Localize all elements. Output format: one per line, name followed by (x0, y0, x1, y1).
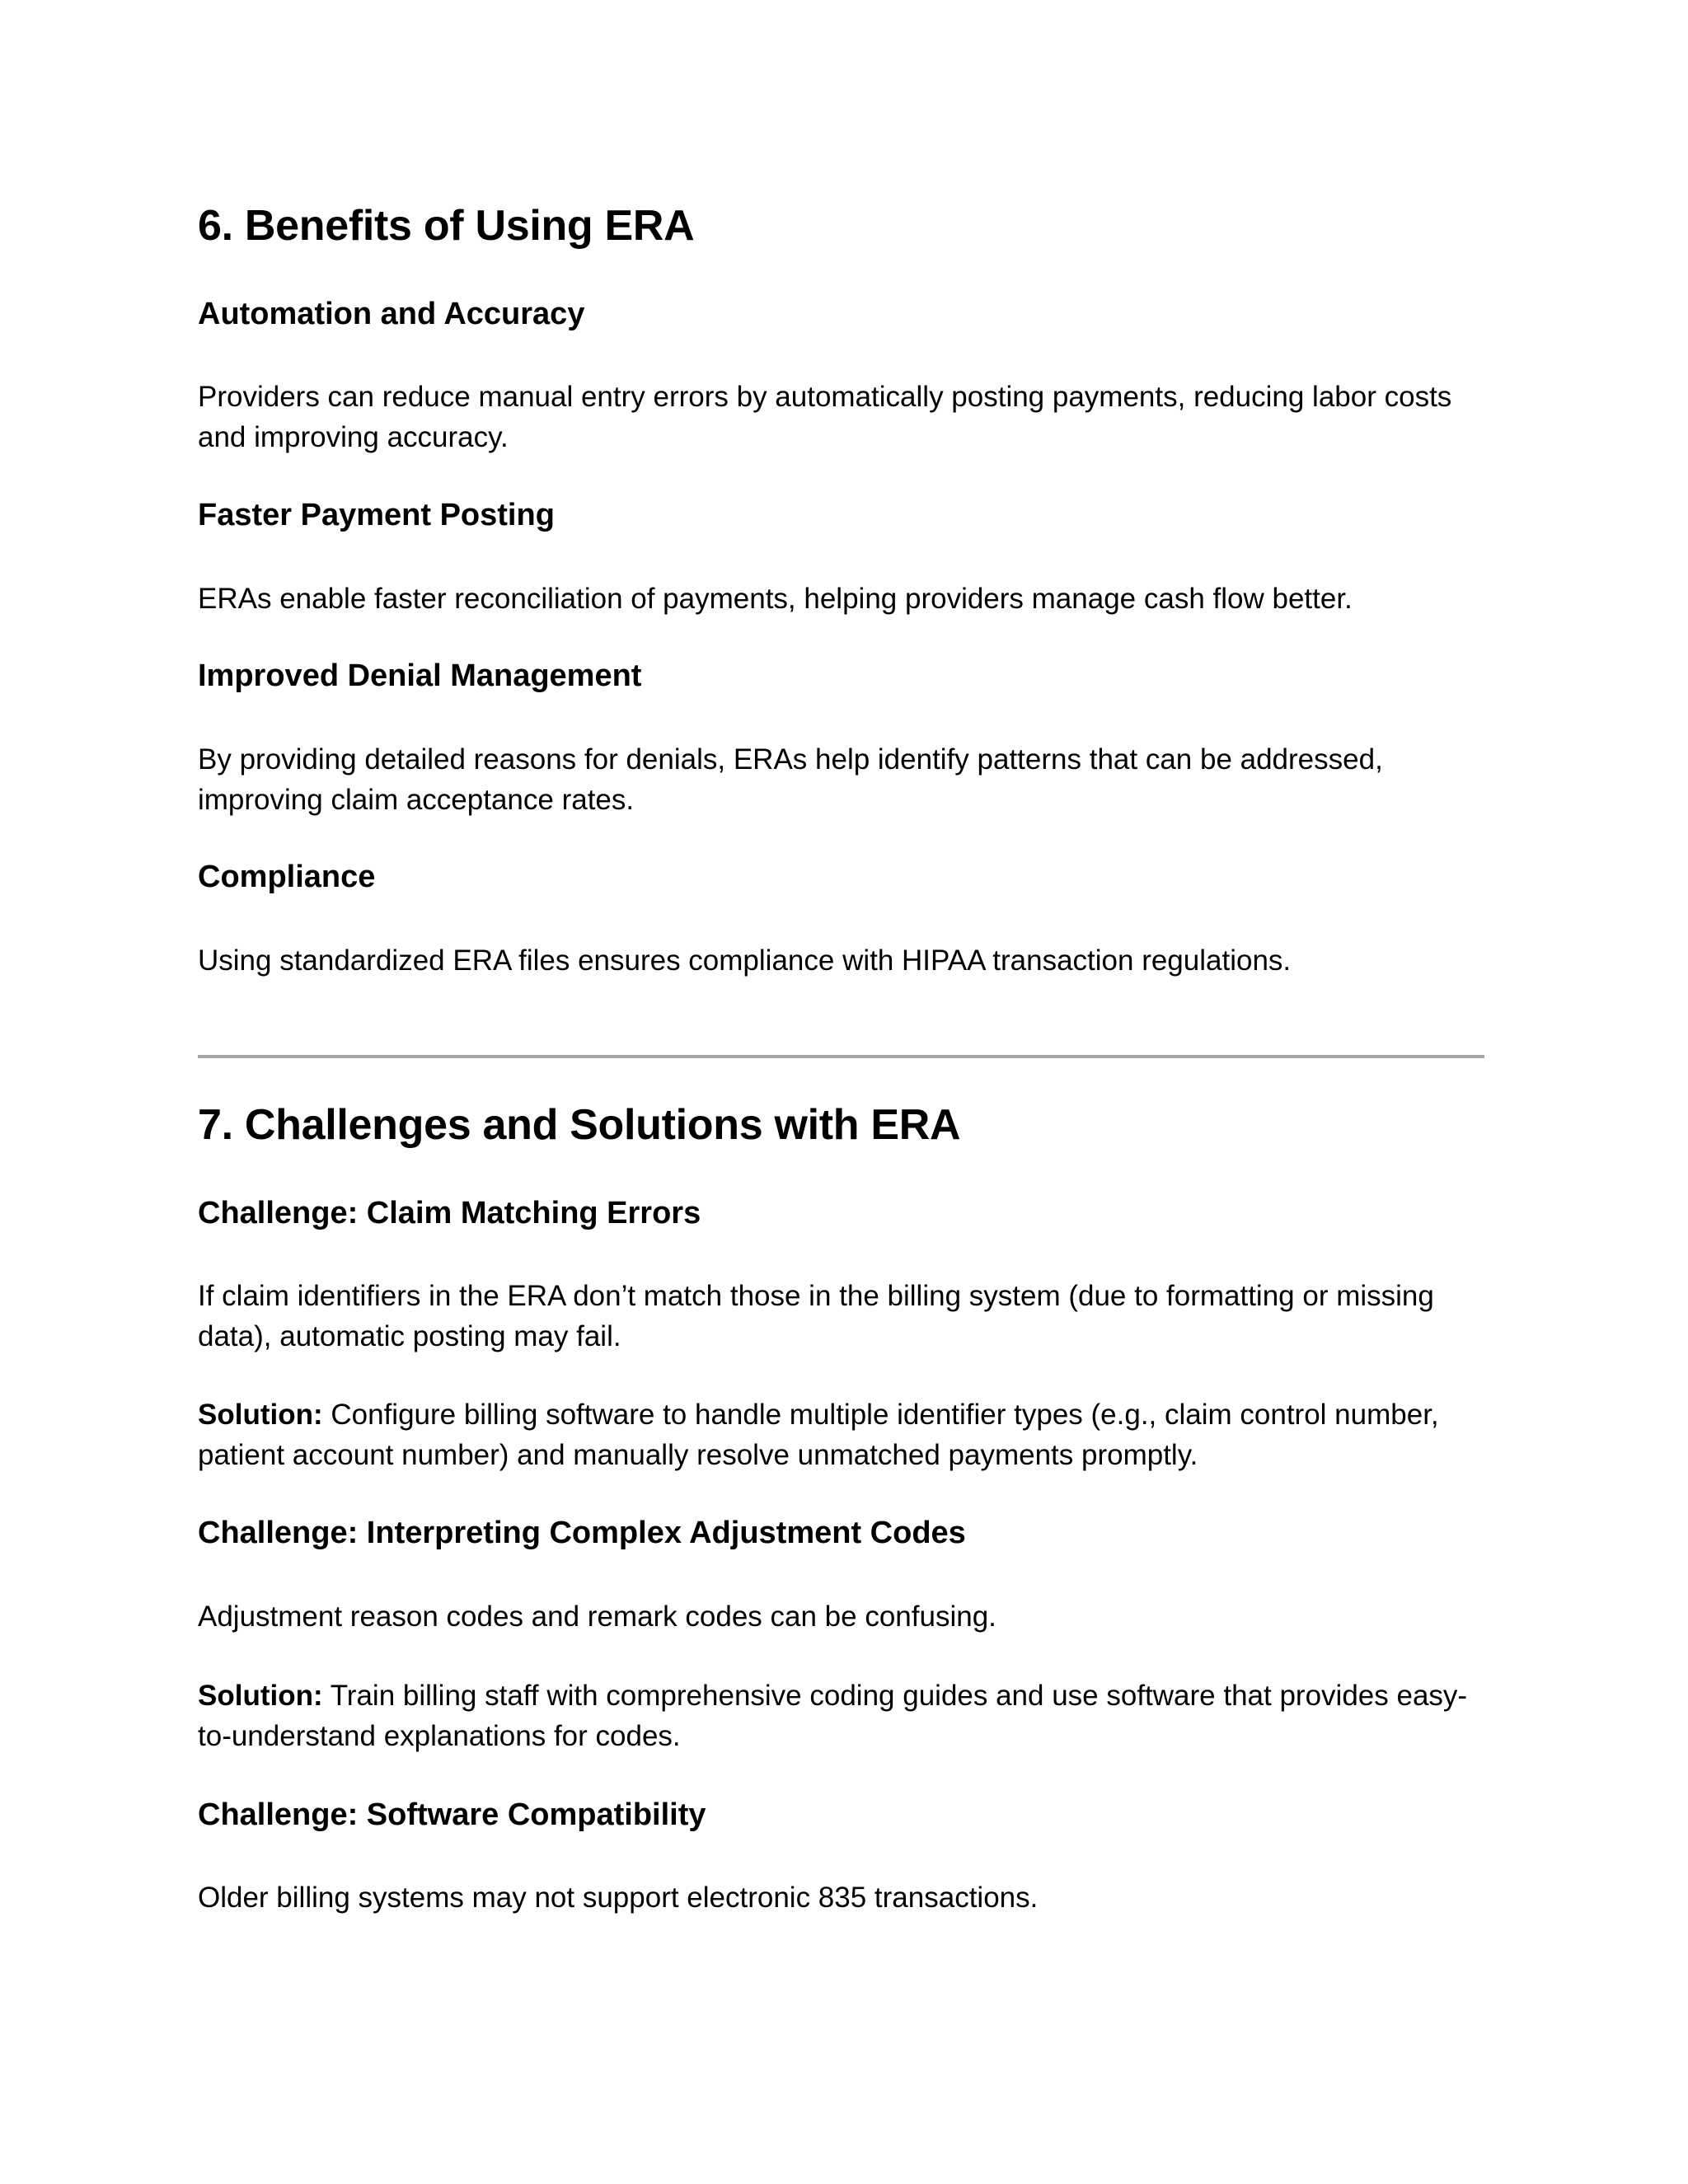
solution-claim-matching-errors (198, 1394, 1451, 1475)
section-title-benefits: 6. Benefits of Using ERA (198, 202, 695, 250)
solution-complex-adjustment-codes (198, 1675, 1484, 1756)
section-title-challenges: 7. Challenges and Solutions with ERA (198, 1101, 961, 1149)
paragraph-improved-denial-management: By providing detailed reasons for denials, ERAs help identify patterns that can be addressed, improving claim acceptance rates. (198, 743, 1383, 816)
paragraph-automation-accuracy: Providers can reduce manual entry errors by automatically posting payments, reducing labor costs and improving accuracy. (198, 381, 1452, 453)
heading-claim-matching-errors: Challenge: Claim Matching Errors (198, 1196, 701, 1230)
paragraph-compliance: Using standardized ERA files ensures compliance with HIPAA transaction regulations. (198, 944, 1292, 977)
solution-text: Train billing staff with comprehensive coding guides and use software that provides easy-to-understand explanations for codes. (198, 1680, 1468, 1752)
heading-automation-accuracy: Automation and Accuracy (198, 297, 585, 331)
heading-faster-payment-posting: Faster Payment Posting (198, 498, 555, 532)
heading-improved-denial-management: Improved Denial Management (198, 658, 642, 693)
solution-text: Configure billing software to handle multiple identifier types (e.g., claim control number, patient account number) and manually resolve unmatched payments promptly. (198, 1399, 1439, 1471)
section-divider (198, 1055, 1484, 1058)
paragraph-complex-adjustment-codes: Adjustment reason codes and remark codes can be confusing. (198, 1601, 996, 1633)
paragraph-claim-matching-errors: If claim identifiers in the ERA don’t match those in the billing system (due to formatting or missing data), automatic posting may fail. (198, 1280, 1434, 1352)
heading-compliance: Compliance (198, 860, 376, 894)
paragraph-faster-payment-posting: ERAs enable faster reconciliation of payments, helping providers manage cash flow better. (198, 583, 1353, 615)
solution-label: Solution: (198, 1680, 323, 1712)
heading-complex-adjustment-codes: Challenge: Interpreting Complex Adjustment Codes (198, 1516, 966, 1550)
solution-label: Solution: (198, 1399, 323, 1431)
heading-software-compatibility: Challenge: Software Compatibility (198, 1797, 706, 1832)
paragraph-software-compatibility: Older billing systems may not support electronic 835 transactions. (198, 1882, 1039, 1914)
